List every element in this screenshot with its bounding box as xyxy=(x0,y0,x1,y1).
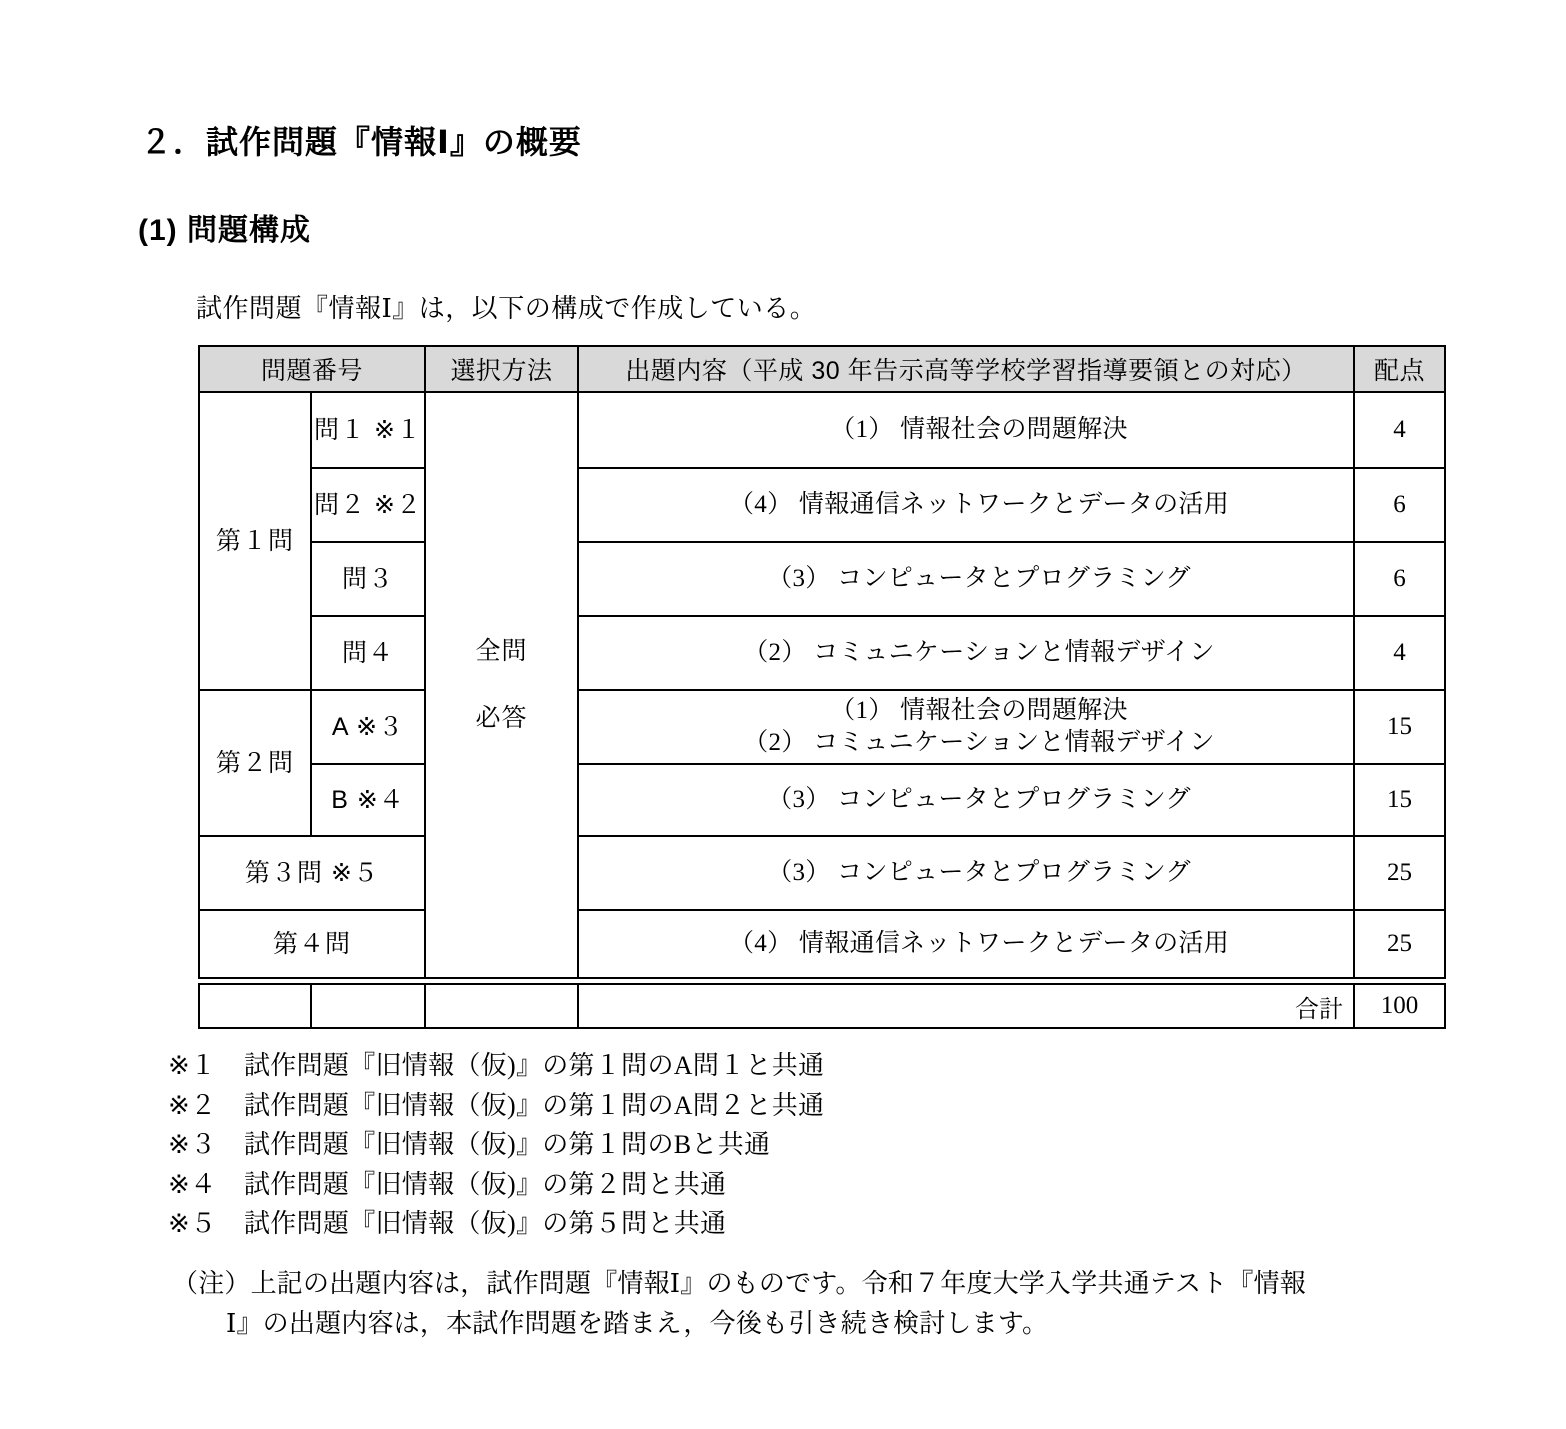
subrow-q2-a-line2: ※３ xyxy=(356,713,405,741)
content-line: （2） コミュニケーションと情報デザイン xyxy=(743,729,1215,756)
table-row xyxy=(199,836,1445,910)
total-row xyxy=(199,984,1445,1028)
subrow-q1-1-line2: ※１ xyxy=(374,416,422,444)
subrow-label-q1-4: 問４ xyxy=(311,616,425,690)
selection-method-line2: 必答 xyxy=(475,705,528,732)
score-cell: 6 xyxy=(1354,468,1445,542)
subrow-label-q2-b xyxy=(311,764,425,836)
subrow-q2-b-line2: ※４ xyxy=(356,786,405,814)
intro-paragraph: 試作問題『情報Ⅰ』は，以下の構成で作成している。 xyxy=(196,294,817,323)
table-row xyxy=(199,910,1445,978)
content-cell xyxy=(578,764,1354,836)
subrow-label-q1-3: 問３ xyxy=(311,542,425,616)
total-blank-2 xyxy=(311,984,425,1028)
total-blank-1 xyxy=(199,984,311,1028)
header-question-number: 問題番号 xyxy=(199,346,425,392)
footnote-item xyxy=(168,1086,824,1126)
table-row xyxy=(199,392,1445,468)
table-row xyxy=(199,690,1445,764)
final-note xyxy=(172,1264,1462,1345)
subrow-label-q2-a xyxy=(311,690,425,764)
footnote-mark: ※３ xyxy=(168,1130,217,1160)
header-content: 出題内容（平成 30 年告示高等学校学習指導要領との対応） xyxy=(578,346,1354,392)
table-row xyxy=(199,764,1445,836)
content-cell xyxy=(578,836,1354,910)
header-score: 配点 xyxy=(1354,346,1445,392)
content-cell xyxy=(578,392,1354,468)
subrow-q1-2-line2: ※２ xyxy=(374,491,422,519)
content-line: （2） コミュニケーションと情報デザイン xyxy=(743,638,1215,666)
score-cell: 15 xyxy=(1354,690,1445,764)
content-cell xyxy=(578,468,1354,542)
footnote-text: 試作問題『旧情報（仮)』の第１問のA問１と共通 xyxy=(244,1051,825,1080)
group-label-q3 xyxy=(199,836,425,910)
subrow-label-q1-1 xyxy=(311,392,425,468)
score-cell: 25 xyxy=(1354,910,1445,978)
score-cell: 4 xyxy=(1354,616,1445,690)
subrow-q1-1-line1: 問１ xyxy=(314,416,367,444)
content-cell xyxy=(578,616,1354,690)
footnote-mark: ※２ xyxy=(168,1090,217,1120)
final-note-line1: （注）上記の出題内容は，試作問題『情報Ⅰ』のものです。令和７年度大学入学共通テスト『情報 xyxy=(172,1269,1306,1298)
footnote-item xyxy=(168,1165,824,1205)
subrow-q1-2-line1: 問２ xyxy=(314,491,367,519)
content-line: （3） コンピュータとプログラミング xyxy=(767,785,1191,813)
content-cell xyxy=(578,690,1354,764)
footnote-item xyxy=(168,1125,824,1165)
group-label-q4: 第４問 xyxy=(199,910,425,978)
subrow-q2-b-line1: B xyxy=(331,786,349,814)
score-cell: 25 xyxy=(1354,836,1445,910)
question-structure-table xyxy=(198,345,1446,979)
selection-method-line1: 全問 xyxy=(475,637,528,665)
footnote-mark: ※１ xyxy=(168,1051,217,1080)
content-line: （1） 情報社会の問題解決 xyxy=(830,696,1128,724)
total-label: 合計 xyxy=(578,984,1354,1028)
group-label-q2: 第２問 xyxy=(199,690,311,836)
content-line: （4） 情報通信ネットワークとデータの活用 xyxy=(728,929,1230,957)
group-q3-line2: ※５ xyxy=(331,859,379,887)
question-structure-table-wrapper xyxy=(198,345,1444,1029)
score-cell: 4 xyxy=(1354,392,1445,468)
score-cell: 6 xyxy=(1354,542,1445,616)
footnote-item xyxy=(168,1204,824,1244)
table-header-row xyxy=(199,346,1445,392)
subsection-heading: (1) 問題構成 xyxy=(138,213,311,247)
content-line: （4） 情報通信ネットワークとデータの活用 xyxy=(728,490,1230,518)
footnote-text: 試作問題『旧情報（仮)』の第２問と共通 xyxy=(244,1169,727,1199)
selection-method-cell xyxy=(425,392,578,978)
content-line: （3） コンピュータとプログラミング xyxy=(767,564,1191,592)
footnote-item xyxy=(168,1046,824,1086)
footnote-mark: ※４ xyxy=(168,1169,217,1199)
footnote-text: 試作問題『旧情報（仮)』の第１問のBと共通 xyxy=(244,1130,771,1160)
group-label-q1: 第１問 xyxy=(199,392,311,690)
total-blank-3 xyxy=(425,984,578,1028)
group-q3-line1: 第３問 xyxy=(245,859,324,887)
content-cell xyxy=(578,542,1354,616)
footnotes-list xyxy=(168,1046,824,1244)
total-value: 100 xyxy=(1354,984,1445,1028)
subrow-label-q1-2 xyxy=(311,468,425,542)
table-row xyxy=(199,542,1445,616)
subrow-q2-a-line1: A xyxy=(331,713,349,741)
table-row xyxy=(199,468,1445,542)
footnote-text: 試作問題『旧情報（仮)』の第１問のA問２と共通 xyxy=(244,1090,825,1120)
footnote-text: 試作問題『旧情報（仮)』の第５問と共通 xyxy=(244,1209,727,1239)
total-table xyxy=(198,983,1446,1029)
table-row xyxy=(199,616,1445,690)
content-line: （3） コンピュータとプログラミング xyxy=(767,858,1191,886)
final-note-line2: Ⅰ』の出題内容は，本試作問題を踏まえ，今後も引き続き検討します。 xyxy=(226,1309,1049,1339)
score-cell: 15 xyxy=(1354,764,1445,836)
header-selection-method: 選択方法 xyxy=(425,346,578,392)
content-cell xyxy=(578,910,1354,978)
footnote-mark: ※５ xyxy=(168,1209,217,1239)
content-line: （1） 情報社会の問題解決 xyxy=(830,415,1128,443)
section-heading: ２．試作問題『情報Ⅰ』の概要 xyxy=(140,124,582,161)
